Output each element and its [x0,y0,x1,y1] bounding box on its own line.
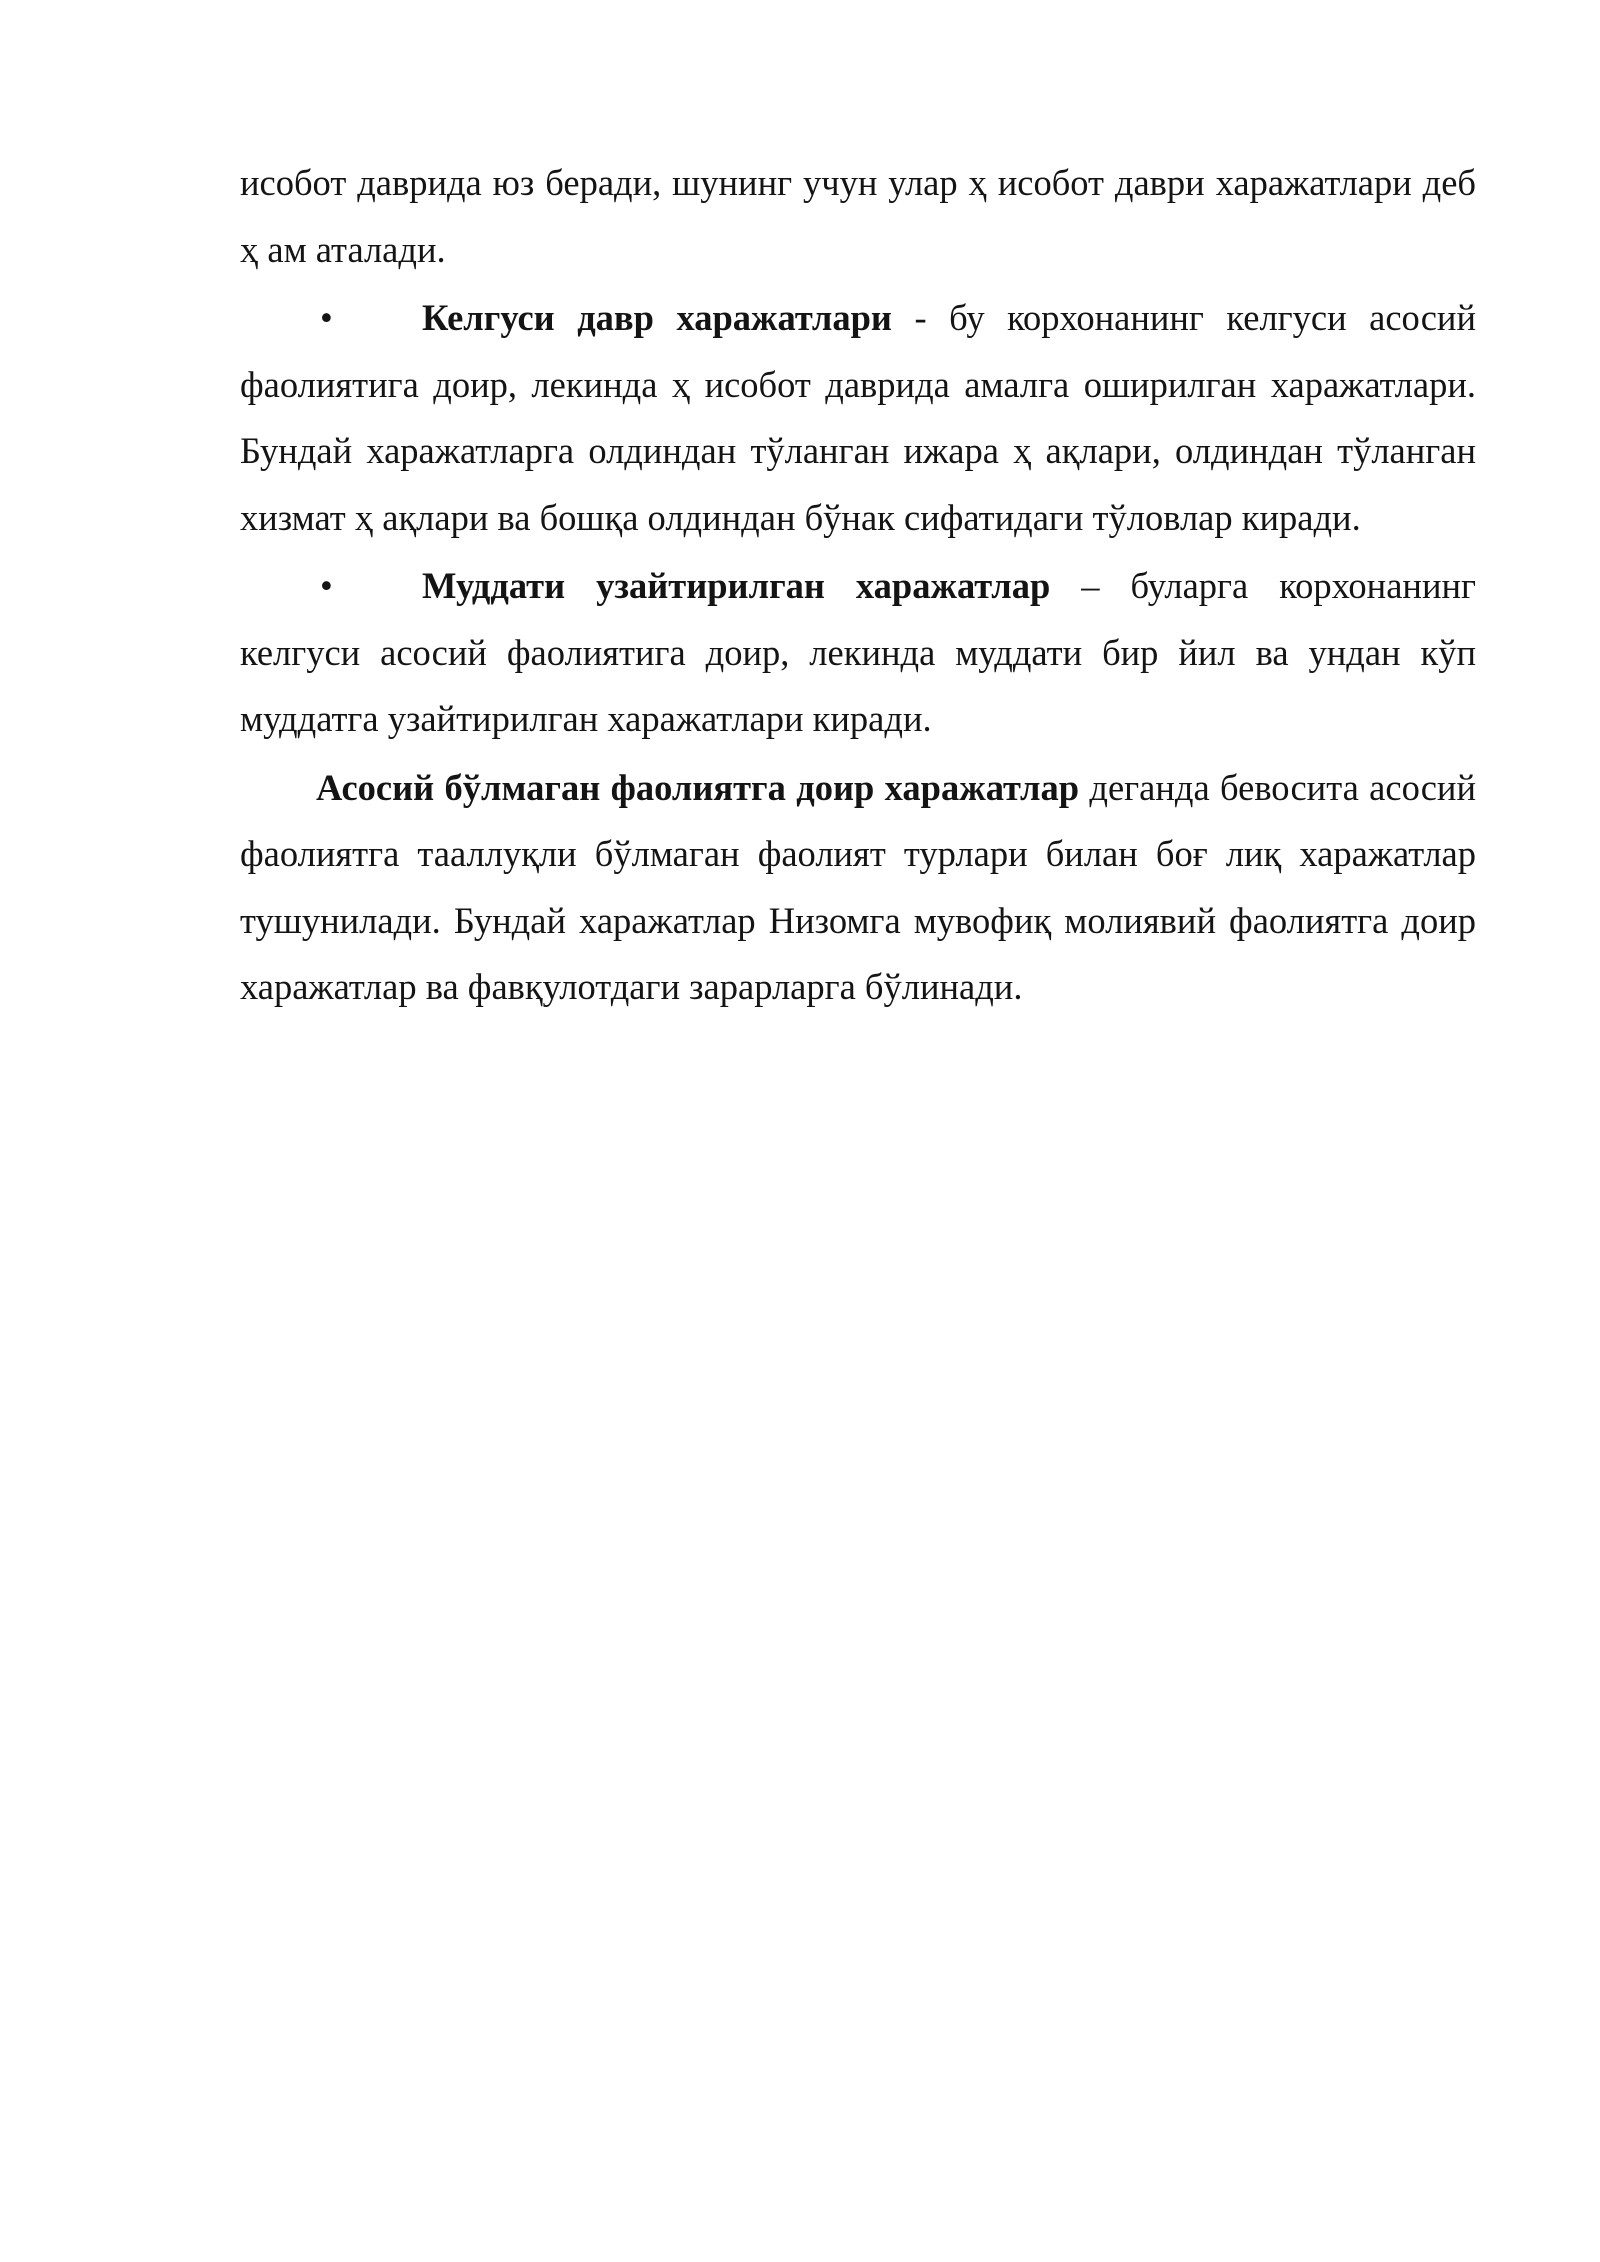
term-deferred-costs: Муддати узайтирилган харажатлар [422,565,1051,606]
paragraph-text: деганда бевосита асосий фаолиятга тааллуқли бўлмаган фаолият турлари билан боғ лиқ харажатлар тушунилади. Бундай харажатлар Низомга мувофиқ молиявий фаолиятга доир харажатлар ва фавқулотдаги зарарларга бўлинади. [240,766,1476,1007]
bullet-icon: • [320,565,333,606]
paragraph-text: - бу корхонанинг келгуси асосий фаолиятига доир, лекинда ҳ исобот даврида амалга оширилган харажатлари. Бундай харажатларга олдиндан тўланган ижара ҳ ақлари, олдиндан тўланган хизмат ҳ ақлари ва бошқа олдиндан бўнак сифатидаги тўловлар киради. [240,297,1476,538]
term-future-period-costs: Келгуси давр харажатлари [422,297,892,338]
paragraph-continuation [240,150,1476,283]
paragraph-text: исобот даврида юз беради, шунинг учун улар ҳ исобот даври харажатлари деб ҳ ам аталади. [240,162,1476,270]
bullet-item-deferred-costs [240,553,1476,753]
bullet-icon: • [320,297,333,338]
bullet-item-future-period-costs [240,285,1476,551]
paragraph-non-core-activity-costs [240,755,1476,1021]
term-non-core-activity-costs: Асосий бўлмаган фаолиятга доир харажатлар [316,766,1080,808]
paragraph-text: – буларга корхонанинг келгуси асосий фаолиятига доир, лекинда муддати бир йил ва ундан кўп муддатга узайтирилган харажатлари киради. [240,565,1476,739]
document-page [240,150,1476,1021]
